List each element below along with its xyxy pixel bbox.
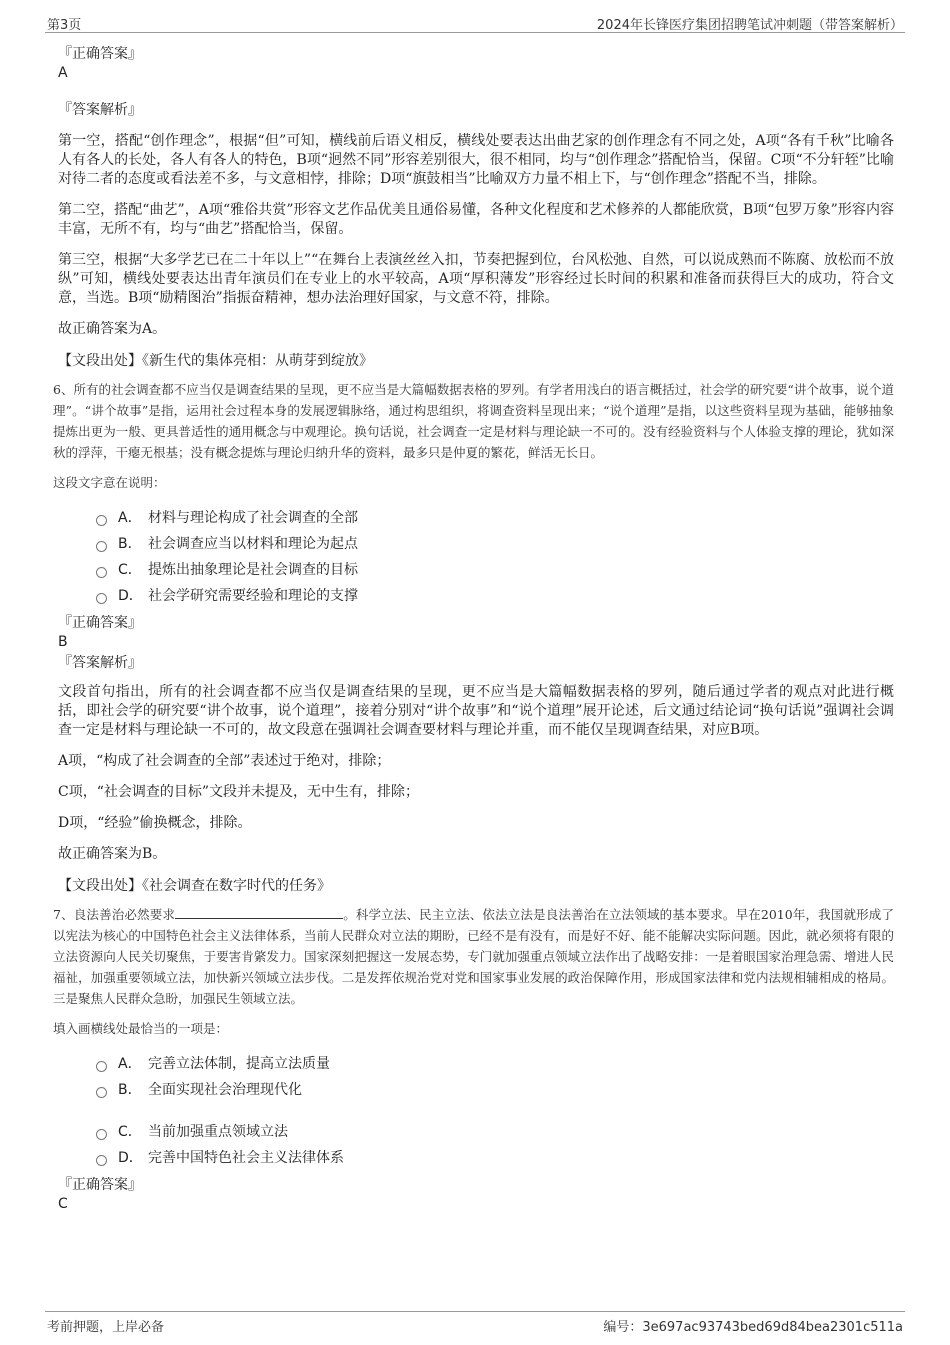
analysis-paragraph: 文段首句指出，所有的社会调查都不应当仅是调查结果的呈现，更不应当是大篇幅数据表格的罗列，随后通过学者的观点对此进行概括，即社会学的研究要“讲个故事，说个道理”，接着分别对“讲个故事”和“说个道理”展开论述，后文通过结论词“换句话说”强调社会调查一定是材料与理论缺一不可的，故文段意在强调社会调查要材料与理论并重，而不能仅呈现调查结果，对应B项。 xyxy=(58,684,894,738)
answer-label: 『正确答案』 xyxy=(58,46,142,62)
page-footer xyxy=(45,1311,905,1338)
radio-icon[interactable] xyxy=(96,1129,107,1140)
answer-label: 『正确答案』 xyxy=(58,615,142,631)
answer-value: C xyxy=(58,1196,68,1212)
radio-icon[interactable] xyxy=(96,1061,107,1072)
fill-blank xyxy=(175,906,343,919)
document-code: 编号：3e697ac93743bed69d84bea2301c511a xyxy=(603,1320,903,1335)
question-6-options xyxy=(96,505,894,609)
analysis-paragraph: 第三空，根据“大多学艺已在二十年以上”“在舞台上表演丝丝入扣，节奏把握到位，台风松弛、自然，可以说成熟而不陈腐、放松而不放纵”可知，横线处要表达出青年演员们在专业上的水平较高，A项“厚积薄发”形容经过长时间的积累和准备而获得巨大的成功，符合文意，当选。B项“励精图治”指振奋精神，想办法治理好国家，与文意不符，排除。 xyxy=(58,252,894,306)
question-7-options xyxy=(96,1051,894,1171)
radio-icon[interactable] xyxy=(96,1087,107,1098)
answer-value: B xyxy=(58,634,68,650)
document-title: 2024年长锋医疗集团招聘笔试冲刺题（带答案解析） xyxy=(596,18,903,33)
radio-icon[interactable] xyxy=(96,541,107,552)
question-6-prompt: 这段文字意在说明： xyxy=(53,475,166,490)
page-number: 第3页 xyxy=(47,18,82,33)
footer-slogan: 考前押题，上岸必备 xyxy=(47,1320,165,1335)
radio-icon[interactable] xyxy=(96,1155,107,1166)
option-b[interactable]: B． 全面实现社会治理现代化 xyxy=(96,1077,894,1103)
analysis-label: 『答案解析』 xyxy=(58,102,142,118)
question-6-text: 6、所有的社会调查都不应当仅是调查结果的呈现，更不应当是大篇幅数据表格的罗列。有学者用浅白的语言概括过，社会学的研究要“讲个故事，说个道理”。“讲个故事”是指，运用社会过程本身的发展逻辑脉络，通过构思组织，将调查资料呈现出来；“说个道理”是指，以这些资料呈现为基础，能够抽象提炼出更为一般、更具普适性的通用概念与中观理论。换句话说，社会调查一定是材料与理论缺一不可的。没有经验资料与个人体验支撑的理论，犹如深秋的浮萍，干瘪无根基；没有概念提炼与理论归纳升华的资料，最多只是仲夏的繁花，鲜活无长日。 xyxy=(53,382,894,460)
analysis-label: 『答案解析』 xyxy=(58,655,142,671)
radio-icon[interactable] xyxy=(96,567,107,578)
option-b[interactable]: B． 社会调查应当以材料和理论为起点 xyxy=(96,531,894,557)
analysis-conclusion: 故正确答案为A。 xyxy=(58,321,167,337)
radio-icon[interactable] xyxy=(96,515,107,526)
analysis-paragraph: C项，“社会调查的目标”文段并未提及，无中生有，排除； xyxy=(58,784,420,800)
page-header xyxy=(45,10,905,33)
option-d[interactable]: D． 社会学研究需要经验和理论的支撑 xyxy=(96,583,894,609)
analysis-paragraph: 第一空，搭配“创作理念”，根据“但”可知，横线前后语义相反，横线处要表达出曲艺家的创作理念有不同之处，A项“各有千秋”比喻各人有各人的长处，各人有各人的特色，B项“迥然不同”形容差别很大，很不相同，均与“创作理念”搭配恰当，保留。C项“不分轩轾”比喻对待二者的态度或看法差不多，与文意相悖，排除；D项“旗鼓相当”比喻双方力量不相上下，与“创作理念”搭配不当，排除。 xyxy=(58,133,894,187)
page-content xyxy=(53,44,894,1231)
analysis-paragraph: A项，“构成了社会调查的全部”表述过于绝对，排除； xyxy=(58,753,391,769)
option-a[interactable]: A． 完善立法体制，提高立法质量 xyxy=(96,1051,894,1077)
analysis-paragraph: D项，“经验”偷换概念，排除。 xyxy=(58,815,252,831)
analysis-paragraph: 第二空，搭配“曲艺”，A项“雅俗共赏”形容文艺作品优美且通俗易懂，各种文化程度和艺术修养的人都能欣赏，B项“包罗万象”形容内容丰富，无所不有，均与“曲艺”搭配恰当，保留。 xyxy=(58,202,894,237)
question-7-prompt: 填入画横线处最恰当的一项是： xyxy=(53,1021,229,1036)
option-d[interactable]: D． 完善中国特色社会主义法律体系 xyxy=(96,1145,894,1171)
source-citation: 【文段出处】《新生代的集体亮相：从萌芽到绽放》 xyxy=(58,353,373,369)
option-a[interactable]: A． 材料与理论构成了社会调查的全部 xyxy=(96,505,894,531)
source-citation: 【文段出处】《社会调查在数字时代的任务》 xyxy=(58,878,331,894)
question-7-text: 7、良法善治必然要求 。科学立法、民主立法、依法立法是良法善治在立法领域的基本要求。早在2010年，我国就形成了以宪法为核心的中国特色社会主义法律体系，当前人民群众对立法的期盼，已经不是有没有，而是好不好、能不能解决实际问题。因此，就必须将有限的立法资源向人民关切聚焦，于要害肯綮发力。国家深刻把握这一发展态势，专门就加强重点领域立法作出了战略安排：一是着眼国家治理急需、增进人民福祉，加强重要领域立法，加快新兴领域立法步伐。二是发挥依规治党对党和国家事业发展的政治保障作用，形成国家法律和党内法规相辅相成的格局。三是聚焦人民群众急盼，加强民生领域立法。 xyxy=(53,907,894,1006)
answer-label: 『正确答案』 xyxy=(58,1177,142,1193)
radio-icon[interactable] xyxy=(96,593,107,604)
answer-value: A xyxy=(58,65,68,81)
analysis-conclusion: 故正确答案为B。 xyxy=(58,846,167,862)
option-c[interactable]: C． 当前加强重点领域立法 xyxy=(96,1119,894,1145)
option-c[interactable]: C． 提炼出抽象理论是社会调查的目标 xyxy=(96,557,894,583)
